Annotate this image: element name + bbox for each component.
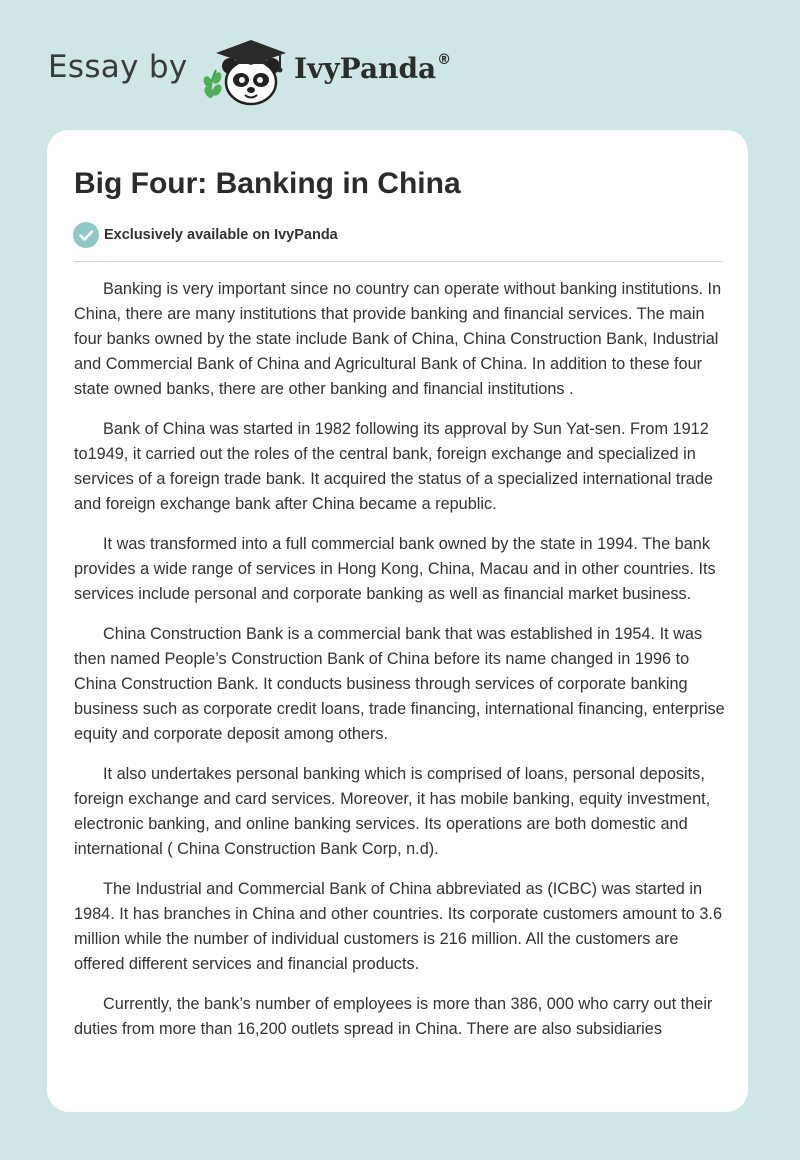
ivypanda-brand[interactable] [294,52,452,85]
divider [74,261,723,262]
paragraph: Banking is very important since no country can operate without banking institutions. In China, there are many institutions that provide banking and financial services. The main four banks owned by the state include Bank of China, China Construction Bank, Industrial and Commercial Bank of China and Agricultural Bank of China. In addition to these four state owned banks, there are other banking and financial institutions . [74,280,722,398]
essay-card [47,130,748,1112]
site-header [0,0,800,130]
brand-name-text: IvyPanda [294,52,437,85]
paragraph: The Industrial and Commercial Bank of China abbreviated as (ICBC) was started in 1984. It has branches in China and other countries. Its corporate customers amount to 3.6 million while the number of individual customers is 216 million. All the customers are offered different services and financial products. [74,880,722,973]
essay-by-label: Essay by [48,49,188,85]
page-title: Big Four: Banking in China [74,167,461,200]
exclusive-badge [73,222,338,248]
paragraph: It also undertakes personal banking which is comprised of loans, personal deposits, foreign exchange and card services. Moreover, it has mobile banking, equity investment, electronic banking, and online banking services. Its operations are both domestic and international ( China Construction Bank Corp, n.d). [74,765,711,858]
essay-body [74,277,726,1057]
paragraph: Bank of China was started in 1982 following its approval by Sun Yat-sen. From 1912 to1949, it carried out the roles of the central bank, foreign exchange and specialized in services of a foreign trade bank. It acquired the status of a specialized international trade and foreign exchange bank after China became a republic. [74,420,713,513]
paragraph: It was transformed into a full commercial bank owned by the state in 1994. The bank provides a wide range of services in Hong Kong, China, Macau and in other countries. Its services include personal and corporate banking as well as financial market business. [74,535,716,603]
registered-mark: ® [437,52,452,68]
paragraph: Currently, the bank’s number of employees is more than 386, 000 who carry out their duties from more than 16,200 outlets spread in China. There are also subsidiaries [74,995,713,1038]
paragraph: China Construction Bank is a commercial bank that was established in 1954. It was then named People’s Construction Bank of China before its name changed in 1996 to China Construction Bank. It conducts business through services of corporate banking business such as corporate credit loans, trade financing, international financing, enterprise equity and corporate deposit among others. [74,625,725,743]
panda-graduate-icon[interactable] [200,36,292,108]
check-circle-icon [73,222,99,248]
badge-label: Exclusively available on IvyPanda [104,227,338,243]
